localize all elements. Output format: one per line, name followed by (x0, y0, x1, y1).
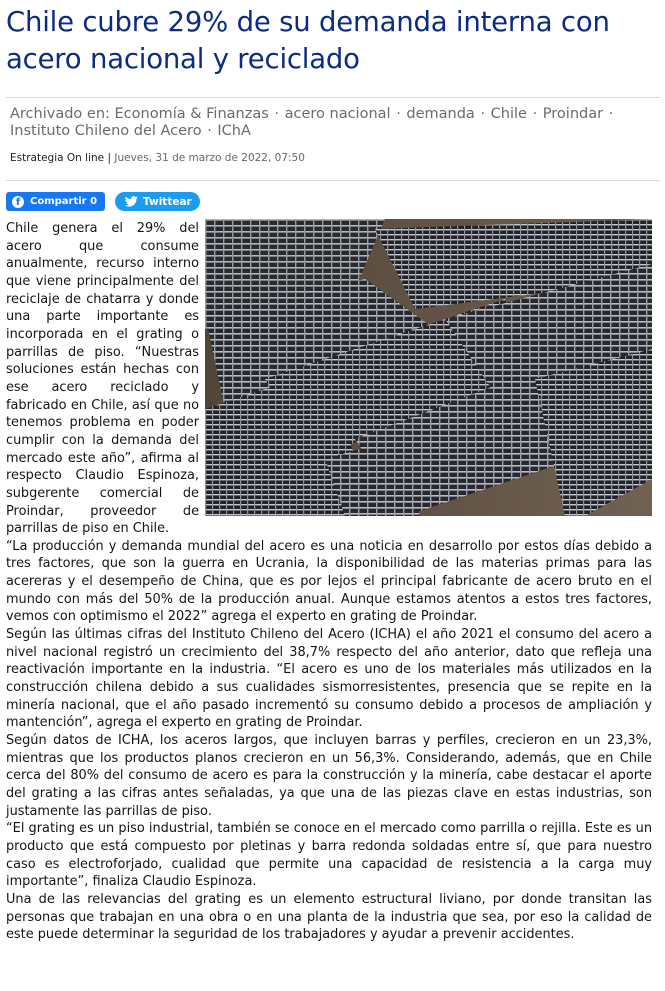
tag-separator: · (480, 106, 486, 122)
headline: Chile cubre 29% de su demanda interna con acero nacional y reciclado (6, 6, 610, 75)
divider (6, 97, 660, 98)
twitter-bird-icon (125, 196, 138, 207)
tag-separator: · (396, 106, 401, 122)
tag-separator: · (608, 106, 614, 122)
byline-divider: | (107, 152, 112, 164)
tag-link[interactable]: Proindar (542, 106, 604, 122)
divider (6, 180, 660, 181)
tag-link[interactable]: acero nacional (284, 106, 391, 122)
facebook-share-label: Compartir 0 (30, 196, 98, 207)
tag-link[interactable]: Instituto Chileno del Acero (10, 123, 202, 139)
archive-prefix: Archivado en: (10, 106, 110, 122)
tag-separator: · (532, 106, 538, 122)
tag-link[interactable]: Economía & Finanzas (114, 106, 269, 122)
article-paragraph: Según las últimas cifras del Instituto Chileno del Acero (ICHA) el año 2021 el consumo del acero a nivel nacional registró un crecimiento del 38,7% respecto del año anterior, dato que refleja una reactivación importante en la industria. “El acero es uno de los materiales más utilizados en la construcción chilena debido a sus cualidades sismorresistentes, presencia que se repite en la minería nacional, que el año pasado incrementó su consumo debido a procesos de ampliación y mantención”, agrega el experto en grating de Proindar. (6, 627, 652, 731)
twitter-share-label: Twittear (143, 195, 192, 208)
archive-tags (10, 106, 660, 140)
article-body (6, 220, 652, 944)
tag-link[interactable]: Chile (490, 106, 527, 122)
article-paragraph: “La producción y demanda mundial del acero es una noticia en desarrollo por estos días debido a tres factores, que son la guerra en Ucrania, la disponibilidad de las materias primas para las acereras y el desempeño de China, que es por lejos el principal fabricante de acero bruto en el mundo con más del 50% de la producción anual. Aunque estamos atentos a estos tres factores, vemos con optimismo el 2022” agrega el experto en grating de Proindar. (6, 538, 652, 625)
article-paragraph: Chile genera el 29% del acero que consume anualmente, recurso interno que viene principalmente del reciclaje de chatarra y donde una parte importante es incorporada en el grating o parrillas de piso. “Nuestras soluciones están hechas con ese acero reciclado y fabricado en Chile, así que no tenemos problema en poder cumplir con la demanda del mercado este año”, afirma al respecto Claudio Espinoza, subgerente comercial de Proindar, proveedor de parrillas de piso en Chile. (6, 221, 199, 537)
article-paragraph: “El grating es un piso industrial, también se conoce en el mercado como parrilla o rejilla. Este es un producto que está compuesto por pletinas y barra redonda soldadas entre sí, que para nuestro caso es electroforjado, cualidad que permite una capacidad de resistencia a la carga muy importante”, finaliza Claudio Espinoza. (6, 821, 652, 890)
tag-link[interactable]: demanda (406, 106, 475, 122)
twitter-share-button[interactable] (115, 192, 200, 211)
facebook-icon: f (12, 196, 24, 208)
article-paragraph: Una de las relevancias del grating es un elemento estructural liviano, por donde transitan las personas que trabajan en una obra o en una planta de la industria que sea, por eso la calidad de este puede determinar la seguridad de los trabajadores y ayudar a prevenir accidentes. (6, 891, 652, 943)
tag-separator: · (274, 106, 279, 122)
facebook-share-button[interactable] (6, 192, 105, 211)
byline (10, 152, 305, 164)
article-paragraph: Según datos de ICHA, los aceros largos, que incluyen barras y perfiles, crecieron en un 23,3%, mientras que los productos planos crecieron en un 56,3%. Considerando, además, que en Chile cerca del 80% del consumo de acero es para la construcción y la minería, cabe destacar el aporte del grating a las cifras antes señaladas, ya que una de las piezas clave en estas industrias, son justamente las parrillas de piso. (6, 733, 652, 819)
tag-separator: · (207, 123, 212, 139)
byline-source: Estrategia On line (10, 152, 105, 164)
tag-link[interactable]: IChA (217, 123, 251, 139)
byline-date: Jueves, 31 de marzo de 2022, 07:50 (114, 152, 305, 164)
photo-float-spacer (199, 220, 652, 519)
